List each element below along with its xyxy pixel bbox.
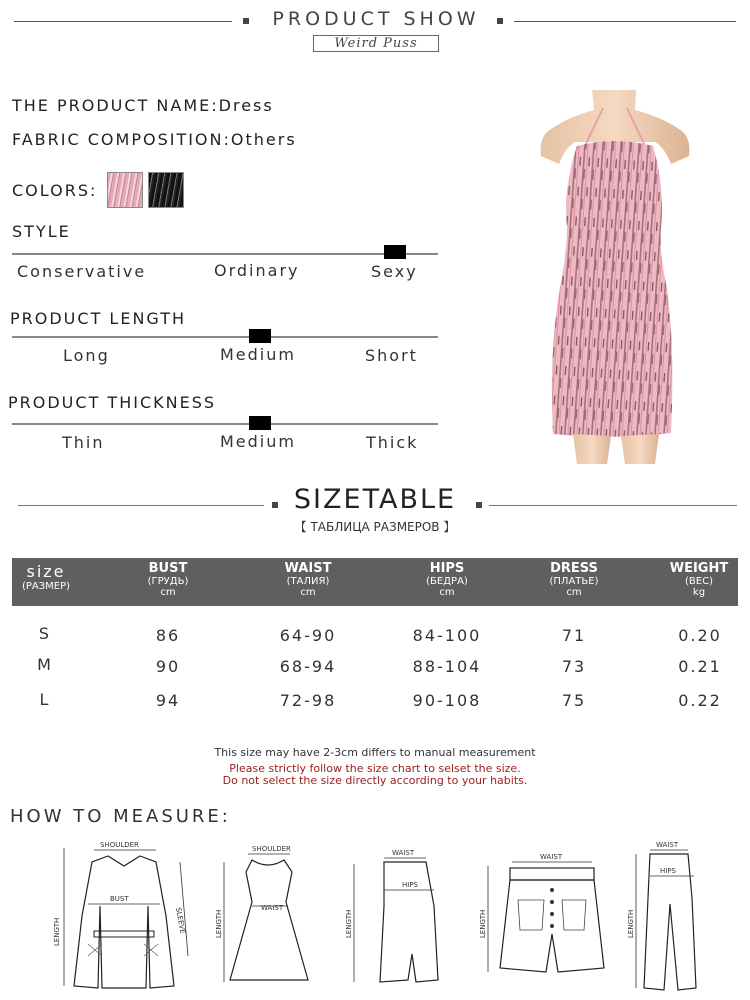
option-thick: Thick [366, 433, 419, 452]
table-cell-weight: 0.20 [678, 626, 722, 645]
sizetable-title: SIZETABLE [293, 484, 457, 515]
attribute-selected-marker [384, 245, 406, 259]
table-cell-hips: 90-108 [412, 691, 482, 710]
column-header-main: BUST [148, 561, 188, 576]
option-medium: Medium [220, 345, 296, 364]
table-cell-dress: 73 [561, 657, 587, 676]
table-cell-weight: 0.21 [678, 657, 722, 676]
column-header-main: size [26, 562, 66, 581]
label-hips: HIPS [402, 881, 418, 889]
option-thin: Thin [62, 433, 105, 452]
attribute-title: PRODUCT LENGTH [10, 309, 187, 328]
table-cell-bust: 90 [155, 657, 181, 676]
how-to-measure-title: HOW TO MEASURE: [10, 806, 231, 827]
column-header-unit: cm [160, 587, 176, 598]
color-swatch-pink[interactable] [107, 172, 143, 208]
table-cell-weight: 0.22 [678, 691, 722, 710]
attribute-title: PRODUCT THICKNESS [8, 393, 216, 412]
column-header-unit: kg [692, 587, 706, 598]
table-cell-hips: 88-104 [412, 657, 482, 676]
sizetable-rule-left [18, 505, 264, 506]
skirt-measure-figure [344, 846, 444, 991]
dress-measure-figure [214, 842, 314, 990]
attribute-title: STYLE [12, 222, 71, 241]
label-waist: WAIST [261, 904, 284, 912]
column-header-unit: cm [300, 587, 316, 598]
attribute-scale-line [12, 423, 438, 425]
column-header-bust [128, 561, 208, 598]
skirt-outline [380, 862, 438, 982]
label-sleeve: SLEEVE [174, 906, 187, 935]
option-sexy: Sexy [371, 262, 418, 281]
option-conservative: Conservative [17, 262, 147, 281]
label-length: LENGTH [479, 909, 487, 938]
sizetable-rule-right [489, 505, 737, 506]
table-cell-dress: 71 [561, 626, 587, 645]
column-header-waist [268, 561, 348, 598]
table-cell-size: L [39, 690, 51, 709]
column-header-ru: (ГРУДЬ) [147, 576, 189, 587]
option-long: Long [63, 346, 110, 365]
label-length: LENGTH [53, 917, 61, 946]
label-length: LENGTH [215, 909, 223, 938]
dress-shape [552, 141, 672, 437]
jacket-outline [74, 856, 174, 988]
header-rule-left [14, 21, 232, 22]
product-photo [515, 88, 715, 468]
table-header-bar [12, 558, 738, 606]
fabric-value: Others [230, 130, 297, 149]
column-header-ru: (ВЕС) [685, 576, 713, 587]
product-name-value: Dress [218, 96, 274, 115]
column-header-dress [534, 561, 614, 598]
label-shoulder: SHOULDER [100, 841, 139, 849]
column-header-unit: cm [566, 587, 582, 598]
product-name-label: THE PRODUCT NAME: [12, 96, 219, 115]
product-name-row [12, 96, 274, 115]
table-cell-size: M [37, 655, 53, 674]
page-title: PRODUCT SHOW [272, 8, 480, 30]
column-header-ru: (БЕДРА) [426, 576, 468, 587]
colors-label: COLORS: [12, 181, 98, 200]
column-header-main: HIPS [429, 561, 465, 576]
header-rule-right [514, 21, 736, 22]
option-ordinary: Ordinary [214, 261, 300, 280]
label-bust: BUST [110, 895, 129, 903]
note-warning-2: Do not select the size directly according to your habits. [222, 774, 528, 787]
fabric-label: FABRIC COMPOSITION: [12, 130, 231, 149]
attribute-selected-marker [249, 329, 271, 343]
attribute-selected-marker [249, 416, 271, 430]
table-cell-bust: 94 [155, 691, 181, 710]
label-shoulder: SHOULDER [252, 845, 291, 853]
column-header-size [12, 562, 80, 592]
note-measurement: This size may have 2-3cm differs to manual measurement [214, 746, 536, 759]
column-header-main: WAIST [284, 561, 332, 576]
table-cell-waist: 68-94 [279, 657, 337, 676]
mannequin-leg-left [573, 434, 611, 464]
attribute-scale-line [12, 253, 438, 255]
column-header-main: DRESS [550, 561, 598, 576]
option-medium: Medium [220, 432, 296, 451]
table-cell-waist: 72-98 [279, 691, 337, 710]
jacket-measure-figure [48, 836, 198, 991]
column-header-unit: cm [439, 587, 455, 598]
column-header-ru: (ТАЛИЯ) [286, 576, 330, 587]
label-waist: WAIST [656, 841, 679, 849]
brand-subtitle: Weird Puss [313, 35, 439, 52]
note-warning-1: Please strictly follow the size chart to selset the size. [229, 762, 521, 775]
header-square-right [497, 18, 503, 24]
table-cell-size: S [38, 624, 52, 643]
color-swatch-black[interactable] [148, 172, 184, 208]
column-header-main: WEIGHT [669, 561, 729, 576]
header-square-left [243, 18, 249, 24]
label-waist: WAIST [392, 849, 415, 857]
shorts-measure-figure [476, 850, 622, 980]
label-hips: HIPS [660, 867, 676, 875]
column-header-ru: (ПЛАТЬЕ) [549, 576, 599, 587]
label-length: LENGTH [345, 909, 353, 938]
sizetable-square-left [272, 502, 278, 508]
label-length: LENGTH [627, 909, 635, 938]
pants-measure-figure [622, 838, 702, 993]
dress-outline [230, 860, 308, 980]
sizetable-subtitle: 【 ТАБЛИЦА РАЗМЕРОВ 】 [294, 520, 456, 534]
column-header-ru: (РАЗМЕР) [21, 581, 71, 592]
column-header-weight [660, 561, 738, 598]
column-header-hips [407, 561, 487, 598]
sizetable-square-right [476, 502, 482, 508]
table-cell-hips: 84-100 [412, 626, 482, 645]
fabric-row [12, 130, 297, 149]
table-cell-dress: 75 [561, 691, 587, 710]
attribute-scale-line [12, 336, 438, 338]
label-waist: WAIST [540, 853, 563, 861]
mannequin-leg-right [621, 434, 659, 464]
option-short: Short [365, 346, 418, 365]
table-cell-bust: 86 [155, 626, 181, 645]
table-cell-waist: 64-90 [279, 626, 337, 645]
